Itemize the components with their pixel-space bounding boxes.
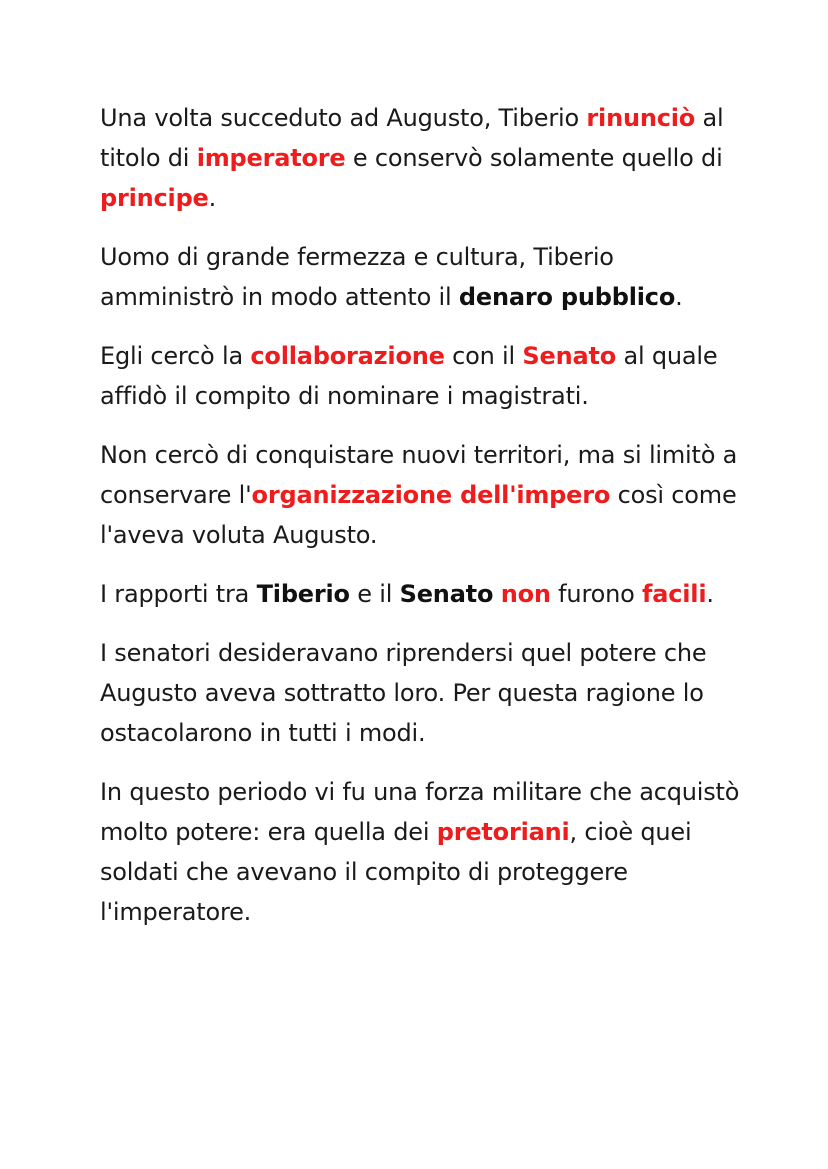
paragraph-2 bbox=[100, 237, 740, 317]
paragraph-6 bbox=[100, 633, 740, 753]
highlight-term: facili bbox=[642, 580, 707, 608]
text-run: e conservò solamente quello di bbox=[345, 144, 723, 172]
paragraph-4 bbox=[100, 435, 740, 555]
highlight-term: rinunciò bbox=[586, 104, 696, 132]
text-run: . bbox=[706, 580, 714, 608]
highlight-term: organizzazione dell'impero bbox=[251, 481, 611, 509]
text-run: . bbox=[208, 184, 217, 212]
bold-term: Tiberio bbox=[256, 580, 350, 608]
paragraph-5 bbox=[100, 574, 740, 614]
text-run: Uomo di grande fermezza e cultura, Tiberio amministrò in modo attento il bbox=[100, 243, 614, 311]
text-run: . bbox=[675, 283, 683, 311]
highlight-term: principe bbox=[100, 184, 209, 212]
text-run: In questo periodo vi fu una forza militare che acquistò molto potere: era quella dei bbox=[100, 778, 740, 846]
text-run: Non cercò di conquistare nuovi territori, ma si limitò a conservare l' bbox=[100, 441, 738, 509]
document-page bbox=[100, 98, 740, 951]
highlight-term: pretoriani bbox=[436, 818, 570, 846]
text-run: così come l'aveva voluta Augusto. bbox=[100, 481, 737, 549]
text-run: I rapporti tra bbox=[100, 580, 257, 608]
highlight-term: imperatore bbox=[196, 144, 346, 172]
paragraph-1 bbox=[100, 98, 740, 218]
highlight-term: Senato bbox=[522, 342, 617, 370]
text-run: al quale affidò il compito di nominare i magistrati. bbox=[100, 342, 718, 410]
bold-term: Senato bbox=[399, 580, 494, 608]
paragraph-3 bbox=[100, 336, 740, 416]
text-run: , cioè quei soldati che avevano il compito di proteggere l'imperatore. bbox=[100, 818, 692, 926]
text-run: I senatori desideravano riprendersi quel potere che Augusto aveva sottratto loro. Per questa ragione lo ostacolarono in tutti i modi. bbox=[100, 639, 707, 747]
highlight-term: non bbox=[500, 580, 551, 608]
text-run: Una volta succeduto ad Augusto, Tiberio bbox=[100, 104, 587, 132]
text-run: al titolo di bbox=[100, 104, 724, 172]
bold-term: denaro pubblico bbox=[458, 283, 676, 311]
text-run bbox=[493, 580, 500, 608]
text-run: con il bbox=[444, 342, 523, 370]
text-run: furono bbox=[550, 580, 642, 608]
highlight-term: collaborazione bbox=[250, 342, 445, 370]
text-run: e il bbox=[349, 580, 400, 608]
paragraph-7 bbox=[100, 772, 740, 932]
text-run: Egli cercò la bbox=[100, 342, 251, 370]
